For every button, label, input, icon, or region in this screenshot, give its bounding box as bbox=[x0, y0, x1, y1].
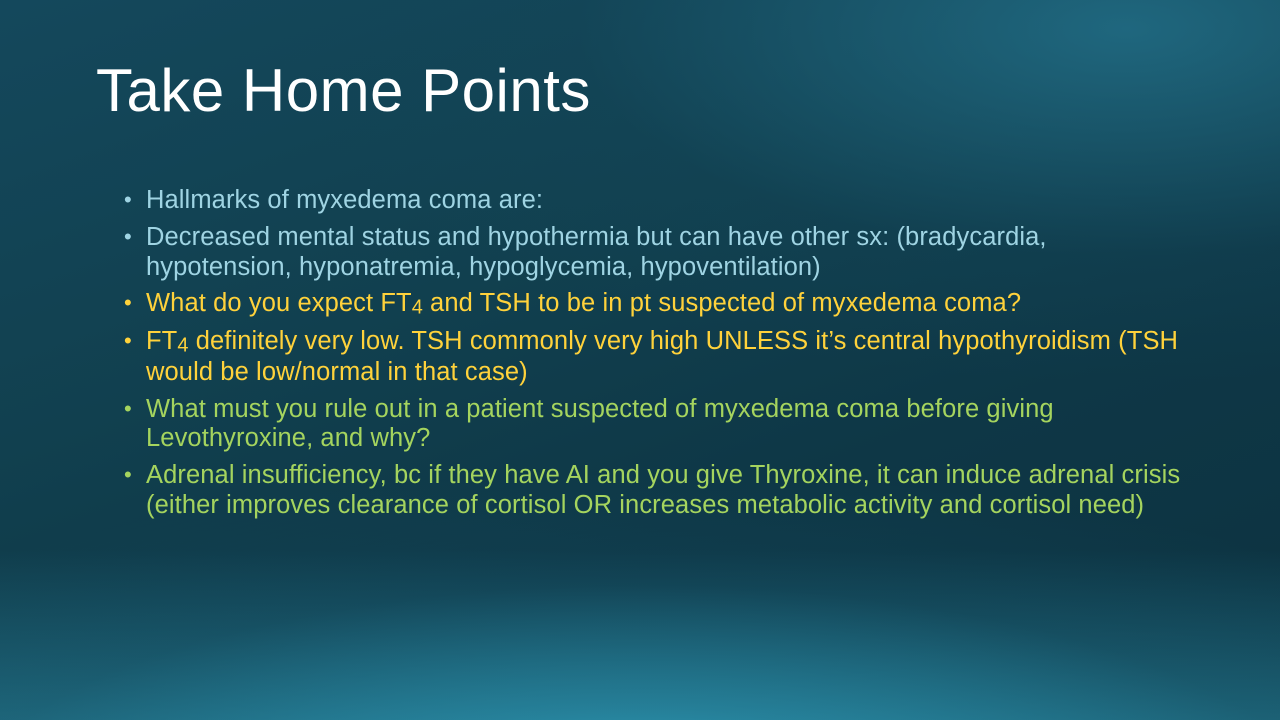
list-item-text: What must you rule out in a patient suspected of myxedema coma before giving Levothyroxine, and why? bbox=[146, 394, 1054, 453]
list-item bbox=[118, 289, 1198, 320]
list-item bbox=[118, 186, 1198, 216]
list-item bbox=[118, 461, 1198, 521]
list-item-text: Decreased mental status and hypothermia but can have other sx: (bradycardia, hypotension, hyponatremia, hypoglycemia, hypoventilation) bbox=[146, 222, 1047, 281]
bullet-marker-icon: • bbox=[124, 328, 132, 354]
list-item bbox=[118, 395, 1198, 455]
bullet-marker-icon: • bbox=[124, 290, 132, 316]
list-item-text: FT4 definitely very low. TSH commonly very high UNLESS it’s central hypothyroidism (TSH would be low/normal in that case) bbox=[146, 327, 1179, 386]
list-item bbox=[118, 223, 1198, 283]
bullet-list bbox=[118, 186, 1198, 528]
bullet-marker-icon: • bbox=[124, 462, 132, 488]
list-item-text: Hallmarks of myxedema coma are: bbox=[146, 186, 544, 214]
bullet-marker-icon: • bbox=[124, 187, 132, 212]
page-title: Take Home Points bbox=[96, 57, 591, 124]
list-item-text: What do you expect FT4 and TSH to be in pt suspected of myxedema coma? bbox=[146, 289, 1022, 319]
list-item-text: Adrenal insufficiency, bc if they have AI and you give Thyroxine, it can induce adrenal crisis (either improves clearance of cortisol OR increases metabolic activity and cortisol need) bbox=[146, 461, 1181, 520]
bullet-marker-icon: • bbox=[124, 223, 132, 249]
list-item bbox=[118, 327, 1198, 387]
bullet-marker-icon: • bbox=[124, 395, 132, 421]
